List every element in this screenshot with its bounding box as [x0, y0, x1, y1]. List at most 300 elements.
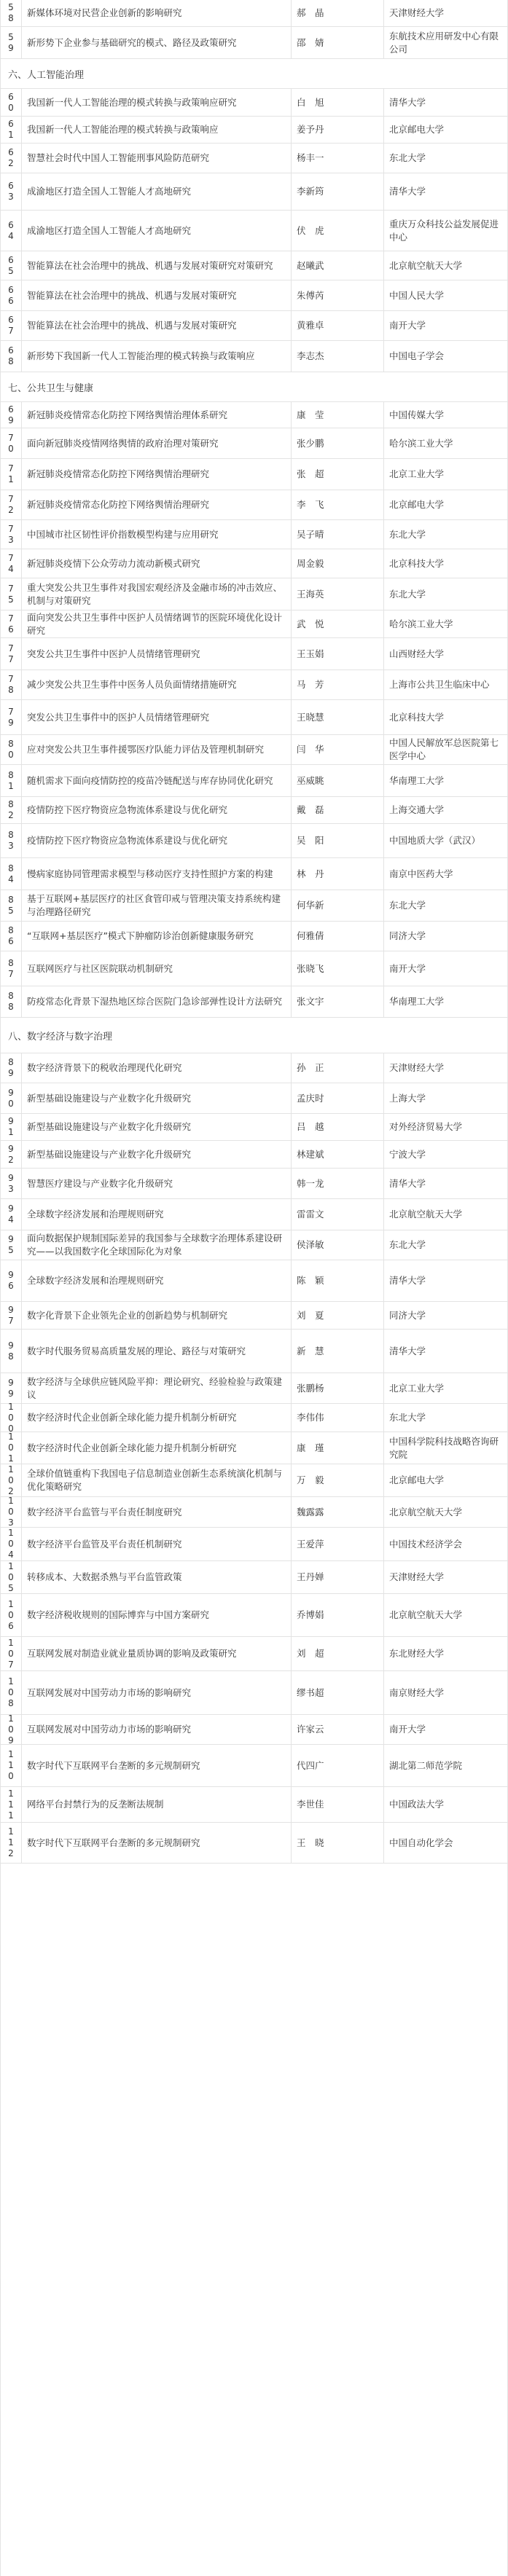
- organization: 中国政法大学: [389, 1799, 445, 1810]
- organization-cell: [383, 402, 507, 428]
- column-divider: [291, 1787, 292, 1822]
- project-title: 互联网医疗与社区医院联动机制研究: [27, 962, 173, 974]
- table-row: [1, 251, 507, 280]
- column-divider: [383, 0, 384, 26]
- table-row: [1, 1053, 507, 1083]
- project-title: 新冠肺炎疫情常态化防控下网络舆情治理体系研究: [27, 409, 228, 420]
- column-divider: [291, 459, 292, 490]
- project-title: 新形势下企业参与基础研究的模式、路径及政策研究: [27, 36, 237, 48]
- project-title: 数字时代服务贸易高质量发展的理论、路径与对策研究: [27, 1345, 246, 1356]
- column-divider: [21, 1497, 22, 1527]
- column-divider: [291, 1053, 292, 1083]
- organization-cell: [383, 1230, 507, 1260]
- author-name-cell: [291, 1114, 383, 1140]
- column-divider: [383, 144, 384, 173]
- project-title-cell: [21, 951, 291, 986]
- row-number: 62: [8, 147, 14, 168]
- column-divider: [383, 520, 384, 549]
- author-name-cell: [291, 610, 383, 637]
- row-number: 66: [8, 284, 14, 306]
- column-divider: [21, 549, 22, 578]
- author-name-cell: [291, 1594, 383, 1636]
- row-number: 96: [8, 1270, 14, 1291]
- organization: 对外经济贸易大学: [389, 1121, 463, 1132]
- author-name: 王 晓: [297, 1837, 324, 1848]
- author-name: 侯泽敏: [297, 1239, 324, 1250]
- row-number: 95: [8, 1234, 14, 1255]
- column-divider: [21, 0, 22, 26]
- section-heading: 六、人工智能治理: [1, 59, 507, 89]
- project-title: 新媒体环境对民营企业创新的影响研究: [27, 7, 182, 18]
- project-title-cell: [21, 490, 291, 519]
- table-row: [1, 951, 507, 986]
- row-number-cell: [1, 1787, 21, 1822]
- row-number: 87: [8, 957, 14, 979]
- project-title-cell: [21, 144, 291, 173]
- project-title: 新形势下我国新一代人工智能治理的模式转换与政策响应: [27, 350, 255, 361]
- column-divider: [21, 1230, 22, 1260]
- row-number: 106: [8, 1598, 14, 1631]
- project-title-cell: [21, 1497, 291, 1527]
- organization-cell: [383, 858, 507, 890]
- row-number-cell: [1, 797, 21, 823]
- column-divider: [383, 280, 384, 310]
- organization-cell: [383, 1745, 507, 1786]
- row-number-cell: [1, 1169, 21, 1198]
- author-name-cell: [291, 341, 383, 372]
- author-name: 孙 正: [297, 1062, 324, 1073]
- column-divider: [291, 1330, 292, 1373]
- project-title-cell: [21, 0, 291, 26]
- organization-cell: [383, 1561, 507, 1593]
- author-name: 李志杰: [297, 350, 324, 361]
- row-number-cell: [1, 1302, 21, 1329]
- project-title-cell: [21, 1671, 291, 1714]
- column-divider: [291, 520, 292, 549]
- row-number: 109: [8, 1713, 14, 1746]
- organization-cell: [383, 824, 507, 857]
- row-number: 82: [8, 799, 14, 820]
- organization-cell: [383, 1404, 507, 1432]
- column-divider: [21, 311, 22, 340]
- column-divider: [291, 27, 292, 58]
- row-number-cell: [1, 520, 21, 549]
- author-name-cell: [291, 27, 383, 58]
- column-divider: [291, 1715, 292, 1744]
- column-divider: [383, 1671, 384, 1714]
- organization: 东北大学: [389, 900, 426, 911]
- row-number-cell: [1, 211, 21, 251]
- column-divider: [383, 1594, 384, 1636]
- organization-cell: [383, 144, 507, 173]
- table-row: [1, 765, 507, 797]
- table-row: [1, 459, 507, 490]
- column-divider: [21, 1594, 22, 1636]
- table-row: [1, 0, 507, 27]
- table-row: [1, 1561, 507, 1594]
- column-divider: [383, 890, 384, 921]
- row-number: 105: [8, 1560, 14, 1593]
- column-divider: [291, 824, 292, 857]
- organization-cell: [383, 173, 507, 210]
- author-name-cell: [291, 638, 383, 669]
- column-divider: [291, 1169, 292, 1198]
- author-name: 张少鹏: [297, 437, 324, 449]
- column-divider: [21, 670, 22, 699]
- organization: 上海大学: [389, 1092, 426, 1104]
- column-divider: [383, 1497, 384, 1527]
- row-number: 81: [8, 769, 14, 791]
- project-title-cell: [21, 1169, 291, 1198]
- author-name-cell: [291, 490, 383, 519]
- author-name: 王海英: [297, 588, 324, 600]
- author-name-cell: [291, 1302, 383, 1329]
- organization: 哈尔滨工业大学: [389, 618, 453, 629]
- organization: 南开大学: [389, 962, 426, 974]
- project-title: 疫情防控下医疗物资应急物流体系建设与优化研究: [27, 804, 228, 815]
- column-divider: [383, 1528, 384, 1560]
- organization-cell: [383, 280, 507, 310]
- author-name-cell: [291, 1787, 383, 1822]
- row-number: 110: [8, 1749, 14, 1781]
- column-divider: [291, 0, 292, 26]
- organization-cell: [383, 1528, 507, 1560]
- organization: 中国传媒大学: [389, 409, 445, 420]
- project-title-cell: [21, 1141, 291, 1168]
- column-divider: [291, 797, 292, 823]
- organization: 东北大学: [389, 528, 426, 540]
- row-number: 91: [8, 1116, 14, 1137]
- row-number-cell: [1, 1114, 21, 1140]
- row-number-cell: [1, 1373, 21, 1403]
- row-number-cell: [1, 951, 21, 986]
- column-divider: [21, 1823, 22, 1863]
- author-name: 王丹婵: [297, 1571, 324, 1582]
- row-number: 69: [8, 404, 14, 425]
- column-divider: [21, 251, 22, 280]
- column-divider: [21, 1260, 22, 1301]
- column-divider: [21, 211, 22, 251]
- table-row: [1, 1169, 507, 1199]
- author-name: 万 毅: [297, 1474, 324, 1485]
- organization: 天津财经大学: [389, 7, 445, 18]
- row-number-cell: [1, 1401, 21, 1434]
- project-title-cell: [21, 1715, 291, 1744]
- project-title-cell: [21, 824, 291, 857]
- project-title-cell: [21, 1787, 291, 1822]
- organization: 宁波大学: [389, 1148, 426, 1160]
- table-row: [1, 578, 507, 610]
- project-title-cell: [21, 1528, 291, 1560]
- project-title: 应对突发公共卫生事件援鄂医疗队能力评估及管理机制研究: [27, 744, 265, 755]
- column-divider: [21, 638, 22, 669]
- section-heading: 七、公共卫生与健康: [1, 372, 507, 402]
- author-name: 张文宇: [297, 996, 324, 1007]
- row-number-cell: [1, 986, 21, 1017]
- author-name-cell: [291, 922, 383, 951]
- row-number: 99: [8, 1377, 14, 1399]
- column-divider: [21, 428, 22, 458]
- author-name: 康 莹: [297, 409, 324, 420]
- organization: 重庆万众科技公益发展促进中心: [389, 218, 499, 243]
- column-divider: [21, 490, 22, 519]
- author-name-cell: [291, 700, 383, 734]
- project-title-cell: [21, 1199, 291, 1230]
- author-name: 李世佳: [297, 1799, 324, 1810]
- organization-cell: [383, 1464, 507, 1496]
- author-name-cell: [291, 1169, 383, 1198]
- organization-cell: [383, 1114, 507, 1140]
- author-name-cell: [291, 1497, 383, 1527]
- project-title: 面向突发公共卫生事件中医护人员情绪调节的医院环境优化设计研究: [27, 611, 283, 636]
- column-divider: [21, 578, 22, 610]
- table-row: [1, 1114, 507, 1141]
- project-title-cell: [21, 1330, 291, 1373]
- column-divider: [291, 951, 292, 986]
- project-title: 我国新一代人工智能治理的模式转换与政策响应研究: [27, 96, 237, 108]
- column-divider: [383, 700, 384, 734]
- row-number: 76: [8, 613, 14, 635]
- author-name: 张晓飞: [297, 962, 324, 974]
- column-divider: [291, 490, 292, 519]
- organization-cell: [383, 490, 507, 519]
- table-row: [1, 858, 507, 890]
- project-title: 智慧医疗建设与产业数字化升级研究: [27, 1177, 173, 1189]
- column-divider: [21, 765, 22, 796]
- author-name: 代四广: [297, 1759, 324, 1771]
- table-row: [1, 1373, 507, 1404]
- table-row: [1, 490, 507, 520]
- author-name-cell: [291, 578, 383, 610]
- column-divider: [291, 280, 292, 310]
- author-name: 林 丹: [297, 868, 324, 879]
- table-row: [1, 670, 507, 700]
- project-title: 互联网发展对中国劳动力市场的影响研究: [27, 1724, 192, 1735]
- organization-cell: [383, 27, 507, 58]
- column-divider: [383, 735, 384, 764]
- row-number: 112: [8, 1826, 14, 1858]
- project-title-cell: [21, 700, 291, 734]
- organization: 东航技术应用研发中心有限公司: [389, 30, 499, 55]
- project-title: 全球数字经济发展和治理规则研究: [27, 1275, 164, 1286]
- organization: 北京航空航天大学: [389, 1609, 463, 1620]
- column-divider: [21, 1464, 22, 1496]
- row-number-cell: [1, 1260, 21, 1301]
- column-divider: [21, 117, 22, 143]
- table-row: [1, 27, 507, 59]
- project-title: 网络平台封禁行为的反垄断法规制: [27, 1799, 164, 1810]
- project-title: 面向新冠肺炎疫情网络舆情的政府治理对策研究: [27, 437, 219, 449]
- row-number: 92: [8, 1143, 14, 1165]
- project-title-cell: [21, 1637, 291, 1670]
- project-title-cell: [21, 1114, 291, 1140]
- organization: 南开大学: [389, 320, 426, 331]
- row-number: 72: [8, 494, 14, 515]
- organization-cell: [383, 922, 507, 951]
- column-divider: [291, 670, 292, 699]
- organization: 北京航空航天大学: [389, 259, 463, 271]
- author-name: 李伟伟: [297, 1412, 324, 1423]
- column-divider: [21, 1199, 22, 1230]
- row-number-cell: [1, 765, 21, 796]
- project-title: 智能算法在社会治理中的挑战、机遇与发展对策研究: [27, 320, 237, 331]
- project-title-cell: [21, 1823, 291, 1863]
- organization: 中国电子学会: [389, 350, 445, 361]
- organization-cell: [383, 459, 507, 490]
- organization: 北京工业大学: [389, 1382, 445, 1394]
- project-title: 数字经济平台监管及平台责任机制研究: [27, 1538, 182, 1550]
- author-name-cell: [291, 0, 383, 26]
- table-row: [1, 311, 507, 341]
- project-title-cell: [21, 986, 291, 1017]
- organization-cell: [383, 1141, 507, 1168]
- project-title: 互联网发展对中国劳动力市场的影响研究: [27, 1686, 192, 1698]
- project-title: 随机需求下面向疫情防控的疫苗冷链配送与库存协同优化研究: [27, 774, 273, 786]
- project-title-cell: [21, 459, 291, 490]
- project-title-cell: [21, 549, 291, 578]
- project-title: 数字时代下互联网平台垄断的多元规制研究: [27, 1837, 200, 1848]
- organization-cell: [383, 117, 507, 143]
- row-number-cell: [1, 0, 21, 26]
- project-title-cell: [21, 402, 291, 428]
- project-title: 数字经济税收规则的国际博弈与中国方案研究: [27, 1609, 210, 1620]
- organization: 东北大学: [389, 1412, 426, 1423]
- column-divider: [21, 1637, 22, 1670]
- organization-cell: [383, 890, 507, 921]
- row-number: 75: [8, 583, 14, 605]
- organization: 东北大学: [389, 588, 426, 600]
- column-divider: [291, 251, 292, 280]
- row-number: 79: [8, 706, 14, 728]
- author-name: 陈 颖: [297, 1275, 324, 1286]
- author-name: 伏 虎: [297, 224, 324, 236]
- column-divider: [383, 824, 384, 857]
- organization-cell: [383, 986, 507, 1017]
- row-number-cell: [1, 1199, 21, 1230]
- row-number-cell: [1, 824, 21, 857]
- row-number: 70: [8, 432, 14, 454]
- organization-cell: [383, 670, 507, 699]
- table-row: [1, 89, 507, 117]
- project-title: 面向数据保护规制国际差异的我国参与全球数字治理体系建设研究——以我国数字化全球国际化为对象: [27, 1233, 283, 1257]
- column-divider: [291, 211, 292, 251]
- author-name-cell: [291, 549, 383, 578]
- author-name: 杨丰一: [297, 152, 324, 163]
- project-title: 数字经济时代企业创新全球化能力提升机制分析研究: [27, 1412, 237, 1423]
- organization-cell: [383, 610, 507, 637]
- author-name-cell: [291, 797, 383, 823]
- row-number-cell: [1, 638, 21, 669]
- organization: 天津财经大学: [389, 1062, 445, 1073]
- author-name: 吴子晴: [297, 528, 324, 540]
- author-name-cell: [291, 1561, 383, 1593]
- author-name: 武 悦: [297, 618, 324, 629]
- project-title: 数字经济时代企业创新全球化能力提升机制分析研究: [27, 1442, 237, 1453]
- project-title-cell: [21, 1260, 291, 1301]
- organization: 中国技术经济学会: [389, 1538, 463, 1550]
- column-divider: [383, 428, 384, 458]
- organization-cell: [383, 578, 507, 610]
- column-divider: [383, 311, 384, 340]
- author-name: 戴 磊: [297, 804, 324, 815]
- row-number-cell: [1, 1823, 21, 1863]
- project-title-cell: [21, 578, 291, 610]
- project-title: 重大突发公共卫生事件对我国宏观经济及金融市场的冲击效应、机制与对策研究: [27, 581, 283, 606]
- column-divider: [383, 638, 384, 669]
- table-row: [1, 341, 507, 372]
- column-divider: [291, 986, 292, 1017]
- column-divider: [21, 280, 22, 310]
- author-name: 林建斌: [297, 1148, 324, 1160]
- author-name: 赵曦武: [297, 259, 324, 271]
- row-number-cell: [1, 1594, 21, 1636]
- author-name: 王爱萍: [297, 1538, 324, 1550]
- row-number: 83: [8, 830, 14, 851]
- column-divider: [291, 1594, 292, 1636]
- organization-cell: [383, 1169, 507, 1198]
- row-number: 65: [8, 254, 14, 276]
- organization-cell: [383, 1594, 507, 1636]
- organization-cell: [383, 700, 507, 734]
- author-name: 马 芳: [297, 679, 324, 690]
- row-number: 103: [8, 1496, 14, 1528]
- organization: 北京科技大学: [389, 711, 445, 723]
- organization: 北京航空航天大学: [389, 1506, 463, 1517]
- row-number-cell: [1, 1715, 21, 1744]
- row-number-cell: [1, 1432, 21, 1464]
- author-name: 郝 晶: [297, 7, 324, 18]
- author-name: 周金毅: [297, 557, 324, 569]
- column-divider: [21, 27, 22, 58]
- project-title-cell: [21, 1083, 291, 1113]
- organization-cell: [383, 765, 507, 796]
- column-divider: [383, 610, 384, 637]
- author-name: 巫威眺: [297, 774, 324, 786]
- table-row: [1, 1637, 507, 1671]
- project-title-cell: [21, 638, 291, 669]
- row-number-cell: [1, 858, 21, 890]
- project-title: 全球数字经济发展和治理规则研究: [27, 1209, 164, 1220]
- column-divider: [383, 951, 384, 986]
- organization: 中国人民解放军总医院第七医学中心: [389, 737, 499, 761]
- organization-cell: [383, 89, 507, 116]
- column-divider: [21, 890, 22, 921]
- row-number-cell: [1, 1671, 21, 1714]
- column-divider: [383, 858, 384, 890]
- project-title-cell: [21, 311, 291, 340]
- column-divider: [21, 1432, 22, 1464]
- author-name-cell: [291, 1330, 383, 1373]
- table-row: [1, 1199, 507, 1230]
- organization: 东北大学: [389, 1239, 426, 1250]
- table-row: [1, 638, 507, 670]
- organization-cell: [383, 1302, 507, 1329]
- author-name: 孟庆时: [297, 1092, 324, 1104]
- column-divider: [21, 922, 22, 951]
- row-number: 111: [8, 1788, 14, 1821]
- table-row: [1, 211, 507, 251]
- column-divider: [383, 1715, 384, 1744]
- author-name-cell: [291, 858, 383, 890]
- column-divider: [21, 402, 22, 428]
- project-title: 新型基础设施建设与产业数字化升级研究: [27, 1121, 192, 1132]
- project-title-cell: [21, 1594, 291, 1636]
- column-divider: [291, 1464, 292, 1496]
- table-row: [1, 1432, 507, 1464]
- author-name-cell: [291, 824, 383, 857]
- table-row: [1, 549, 507, 578]
- project-title-cell: [21, 890, 291, 921]
